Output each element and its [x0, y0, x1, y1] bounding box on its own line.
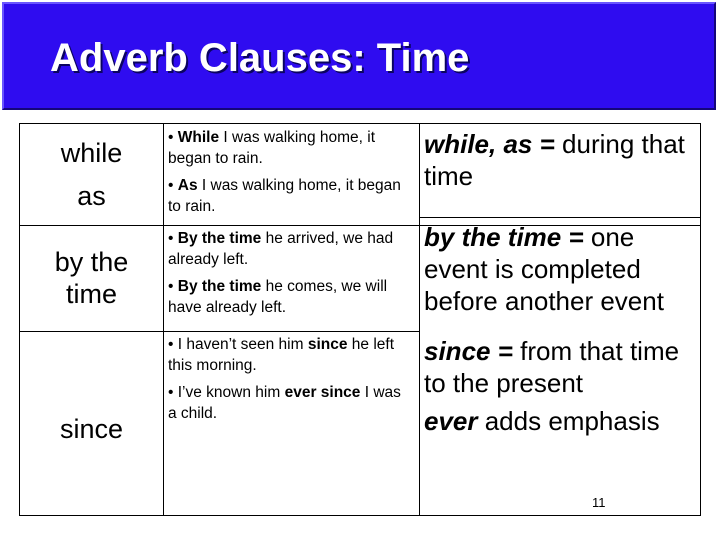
- page-number: 11: [592, 495, 606, 510]
- term-cell-by-the-time: [20, 225, 163, 331]
- meaning-text: while, as = during that time: [424, 129, 685, 191]
- meaning-text: by the time = one event is completed before another event: [424, 222, 664, 316]
- term-by-the-time: by the time: [54, 246, 129, 309]
- meaning-cell-by-the-time: [419, 217, 701, 331]
- meaning-cell-while-as: [419, 124, 701, 217]
- meaning-cell-since: [419, 331, 701, 515]
- example-sentence: • I’ve known him ever since I was a child.: [168, 383, 401, 423]
- slide-title: Adverb Clauses: Time: [50, 36, 470, 80]
- example-sentence: • I haven’t seen him since he left this morning.: [168, 336, 395, 375]
- term-as: as: [77, 180, 106, 211]
- examples-cell-since: [163, 331, 419, 515]
- example-sentence: • While I was walking home, it began to rain.: [168, 129, 376, 168]
- title-bar: [2, 2, 716, 110]
- meaning-emphasis-text: ever adds emphasis: [424, 405, 660, 436]
- term-cell-while-as: [20, 124, 163, 225]
- examples-cell-while-as: [163, 124, 419, 225]
- example-sentence: • As I was walking home, it began to rain.: [168, 176, 401, 216]
- example-sentence: • By the time he arrived, we had already left.: [168, 230, 394, 269]
- term-while: while: [60, 138, 123, 169]
- adverb-clauses-table: [19, 123, 701, 516]
- example-sentence: • By the time he comes, we will have already left.: [168, 277, 388, 317]
- examples-cell-by-the-time: [163, 225, 419, 331]
- meaning-text: since = from that time to the present: [424, 336, 680, 398]
- term-since: since: [59, 413, 124, 444]
- term-cell-since: [20, 331, 163, 515]
